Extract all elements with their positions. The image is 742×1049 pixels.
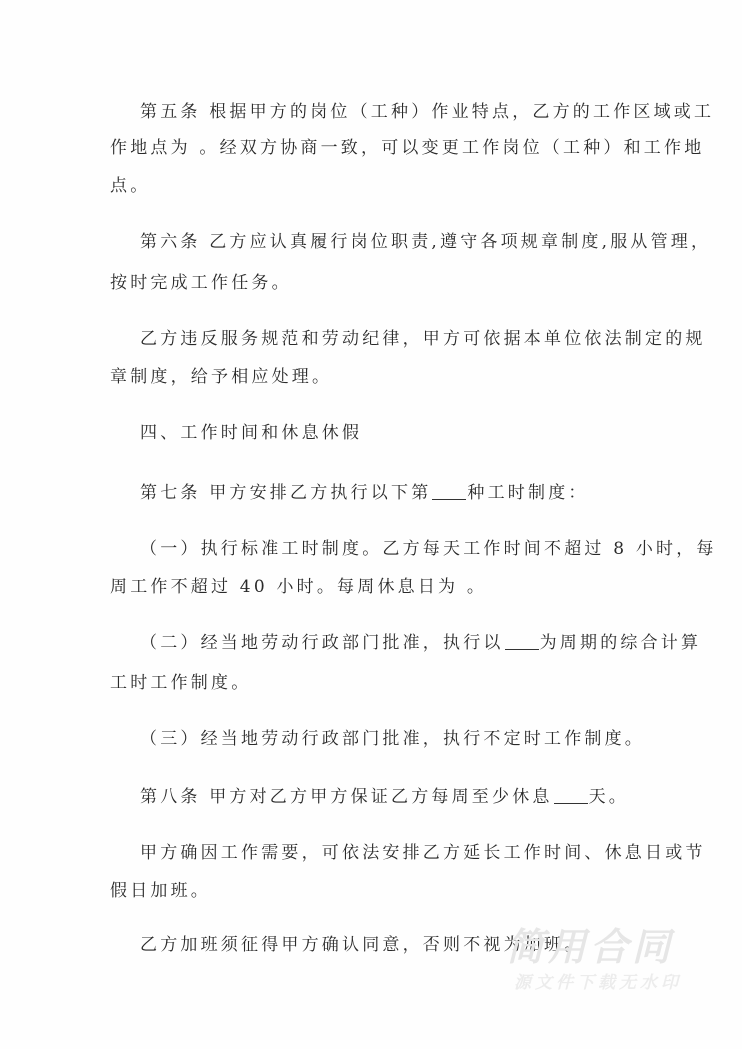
article-8-text-before: 第八条 甲方对乙方甲方保证乙方每周至少休息: [140, 787, 553, 807]
overtime-confirmation-line: 乙方加班须征得甲方确认同意，否则不视为加班。: [140, 935, 585, 955]
article-6-line-1: 第六条 乙方应认真履行岗位职责,遵守各项规章制度,服从管理，: [140, 232, 712, 252]
item-1-line-2: 周工作不超过 40 小时。每周休息日为 。: [110, 577, 488, 597]
overtime-clause-line-2: 假日加班。: [110, 881, 211, 901]
article-8-text-after: 天。: [588, 787, 630, 807]
violation-clause-line-2: 章制度，给予相应处理。: [110, 367, 333, 387]
article-5-line-1: 第五条 根据甲方的岗位（工种）作业特点，乙方的工作区域或工: [140, 102, 715, 122]
article-5-line-3: 点。: [110, 176, 151, 196]
item-2-text-before: （二）经当地劳动行政部门批准，执行以: [140, 633, 504, 653]
watermark-subtitle: 源文件下载无水印: [514, 973, 682, 993]
article-6-line-2: 按时完成工作任务。: [110, 273, 292, 293]
watermark-logo: 简用合同: [506, 925, 675, 969]
article-7-text-before: 第七条 甲方安排乙方执行以下第: [140, 483, 432, 503]
article-7-text-after: 种工时制度：: [467, 483, 589, 503]
item-2-line-1: [140, 632, 701, 654]
item-2-text-after: 为周期的综合计算: [539, 633, 702, 653]
fill-in-blank: [432, 483, 466, 500]
article-8-line: [140, 786, 629, 808]
item-2-line-2: 工时工作制度。: [110, 673, 252, 693]
overtime-clause-line-1: 甲方确因工作需要，可依法安排乙方延长工作时间、休息日或节: [140, 843, 706, 863]
section-4-heading: 四、工作时间和休息休假: [140, 423, 363, 443]
article-5-line-2: 作地点为 。经双方协商一致，可以变更工作岗位（工种）和工作地: [110, 138, 705, 158]
article-7-line: [140, 482, 589, 504]
item-3-line: （三）经当地劳动行政部门批准，执行不定时工作制度。: [140, 729, 645, 749]
fill-in-blank: [505, 633, 539, 650]
violation-clause-line-1: 乙方违反服务规范和劳动纪律，甲方可依据本单位依法制定的规: [140, 329, 706, 349]
fill-in-blank: [554, 787, 588, 804]
item-1-line-1: （一）执行标准工时制度。乙方每天工作时间不超过 8 小时，每: [140, 539, 717, 559]
